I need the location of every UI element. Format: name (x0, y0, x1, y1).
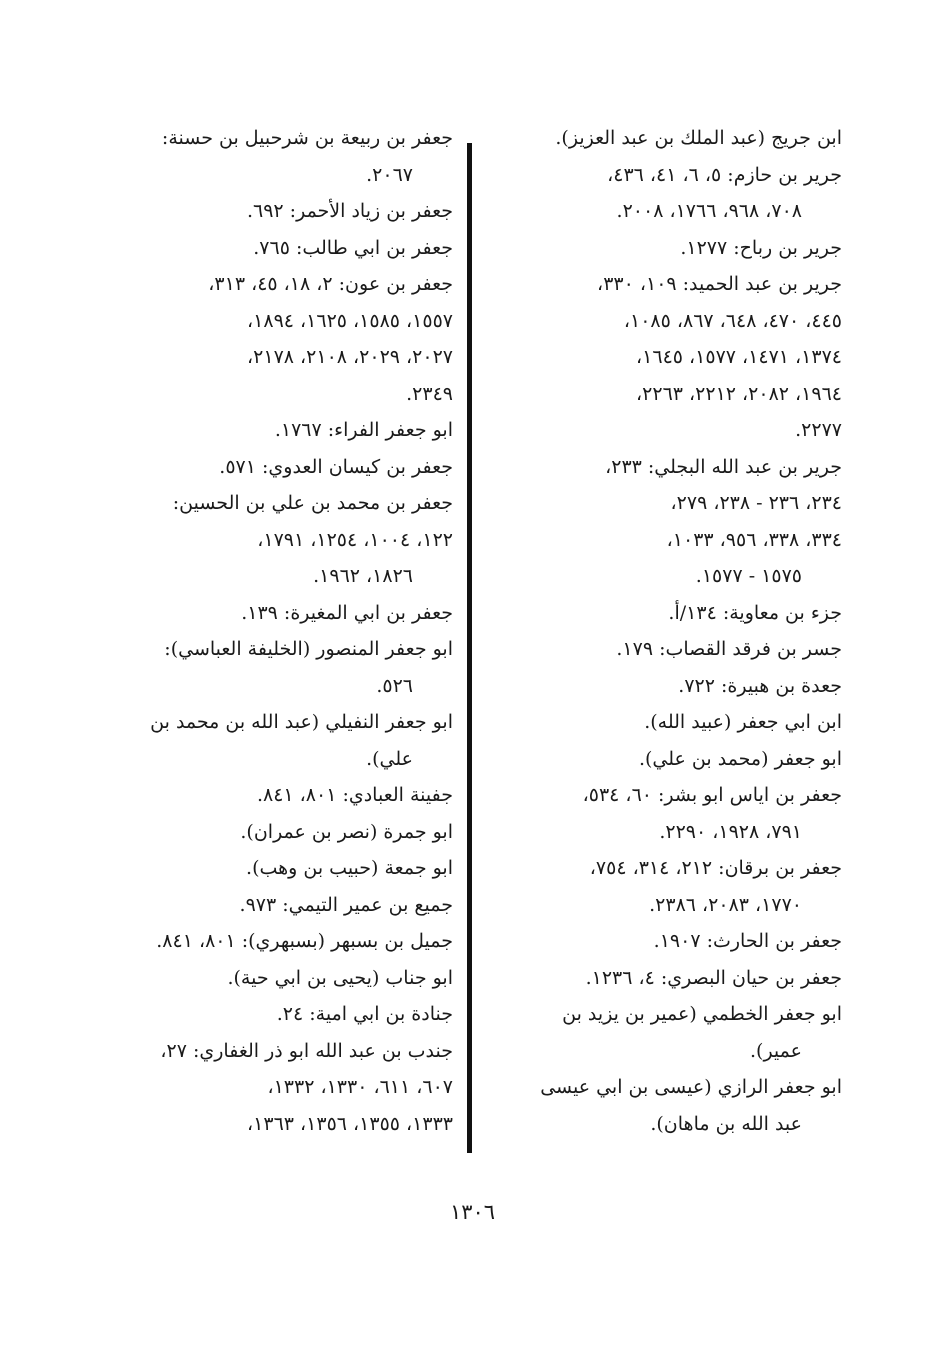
index-line: ابو جمرة (نصر بن عمران). (240, 820, 453, 843)
index-line: ٢٠٦٧. (366, 163, 413, 186)
index-line: جعفر بن ابي طالب: ٧٦٥. (253, 236, 453, 259)
index-line: جرير بن عبد الحميد: ١٠٩، ٣٣٠، (597, 273, 842, 295)
index-line: ٧٠٨، ٩٦٨، ١٧٦٦، ٢٠٠٨. (616, 200, 802, 222)
index-line: ٧٩١، ١٩٢٨، ٢٢٩٠. (659, 820, 802, 843)
index-line: جفينة العبادي: ٨٠١، ٨٤١. (256, 784, 453, 806)
index-line: ١٧٧٠، ٢٠٨٣، ٢٣٨٦. (649, 893, 802, 916)
index-line: جميل بن بسبهر (بسبهري): ٨٠١، ٨٤١. (156, 930, 453, 952)
index-line: جرير بن عبد الله البجلي: ٢٣٣، (605, 455, 842, 478)
index-line: ٣٣٤، ٣٣٨، ٩٥٦، ١٠٣٣، (666, 528, 842, 551)
index-line: جعفر بن عون: ٢، ١٨، ٤٥، ٣١٣، (208, 273, 453, 295)
index-line: جرير بن حازم: ٥، ٦، ٤١، ٤٣٦، (607, 163, 842, 186)
index-line: جعفر بن ربيعة بن شرحبيل بن حسنة: (161, 127, 453, 149)
index-line: ابو جناب (يحيى بن ابي حية). (227, 966, 453, 989)
index-line: جعفر بن اياس ابو بشر: ٦٠، ٥٣٤، (582, 784, 842, 806)
index-line: ١٨٢٦، ١٩٦٢. (313, 565, 413, 587)
index-line: ابو جعفر الفراء: ١٧٦٧. (274, 419, 453, 441)
index-line: ٦٠٧، ٦١١، ١٣٣٠، ١٣٣٢، (267, 1076, 453, 1098)
index-line: ٥٢٦. (376, 674, 413, 697)
index-line: عمير). (750, 1039, 802, 1062)
index-line: ابو جعفر الخطمي (عمير بن يزيد بن (562, 1003, 842, 1025)
index-line: ابو جعفر النفيلي (عبد الله بن محمد بن (150, 711, 453, 733)
index-line: جزء بن معاوية: ١٣٤/أ. (668, 601, 842, 624)
page-number: ١٣٠٦ (449, 1200, 496, 1224)
index-column-left (103, 120, 453, 1142)
index-line: جعفر بن محمد بن علي بن الحسين: (172, 492, 453, 514)
index-line: جنادة بن ابي امية: ٢٤. (276, 1003, 453, 1025)
index-line: ١٣٧٤، ١٤٧١، ١٥٧٧، ١٦٤٥، (636, 346, 842, 368)
index-line: جعفر بن برقان: ٢١٢، ٣١٤، ٧٥٤، (589, 857, 842, 879)
index-line: ابو جعفر المنصور (الخليفة العباسي): (164, 638, 453, 660)
column-divider (467, 143, 472, 1153)
index-line: ١٣٣٣، ١٣٥٥، ١٣٥٦، ١٣٦٣، (247, 1112, 453, 1135)
index-line: جعفر بن حيان البصري: ٤، ١٢٣٦. (585, 966, 842, 989)
index-line: جندب بن عبد الله ابو ذر الغفاري: ٢٧، (160, 1039, 453, 1062)
index-line: ٢٢٧٧. (795, 419, 842, 441)
index-line: ابو جمعة (حبيب بن وهب). (246, 857, 453, 879)
index-line: جعدة بن هبيرة: ٧٢٢. (678, 674, 842, 697)
index-line: جرير بن رباح: ١٢٧٧. (680, 236, 842, 259)
index-line: ابن جريج (عبد الملك بن عبد العزيز). (555, 127, 842, 149)
index-line: ٢٣٤٩. (406, 382, 453, 405)
index-column-right (492, 120, 842, 1142)
index-line: ١٢٢، ١٠٠٤، ١٢٥٤، ١٧٩١، (257, 528, 453, 551)
index-line: جميع بن عمير التيمي: ٩٧٣. (239, 893, 453, 916)
index-line: ابو جعفر الرازي (عيسى بن ابي عيسى (540, 1076, 842, 1098)
index-line: جعفر بن كيسان العدوي: ٥٧١. (219, 455, 453, 478)
index-line: جعفر بن زياد الأحمر: ٦٩٢. (246, 200, 453, 222)
index-line: ٤٤٥، ٤٧٠، ٦٤٨، ٨٦٧، ١٠٨٥، (623, 309, 842, 332)
index-line: جسر بن فرقد القصاب: ١٧٩. (616, 638, 842, 660)
index-line: علي). (366, 747, 413, 770)
index-line: ٢٣٤، ٢٣٦ - ٢٣٨، ٢٧٩، (670, 492, 842, 514)
index-line: ٢٠٢٧، ٢٠٢٩، ٢١٠٨، ٢١٧٨، (247, 346, 453, 368)
index-line: جعفر بن الحارث: ١٩٠٧. (653, 930, 842, 952)
index-line: ١٥٧٥ - ١٥٧٧. (695, 565, 802, 587)
index-line: ١٩٦٤، ٢٠٨٢، ٢٢١٢، ٢٢٦٣، (636, 382, 842, 405)
index-line: جعفر بن ابي المغيرة: ١٣٩. (241, 601, 453, 624)
index-line: ابو جعفر (محمد بن علي). (638, 747, 842, 770)
index-line: ١٥٥٧، ١٥٨٥، ١٦٢٥، ١٨٩٤، (247, 309, 453, 332)
index-line: ابن ابي جعفر (عبيد الله). (644, 711, 842, 733)
index-line: عبد الله بن ماهان). (650, 1112, 802, 1135)
